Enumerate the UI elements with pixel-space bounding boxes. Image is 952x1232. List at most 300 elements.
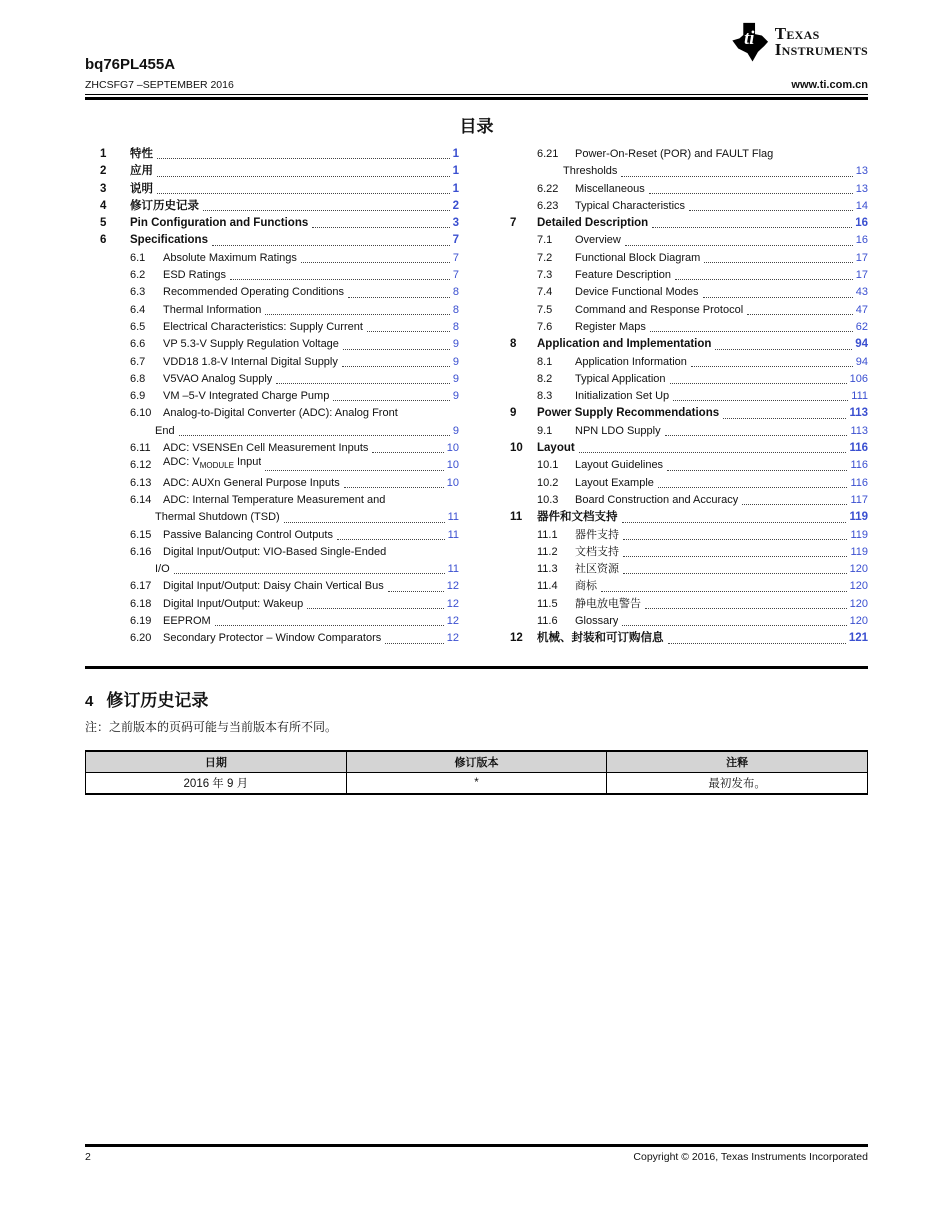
toc-entry[interactable]: [85, 578, 459, 595]
toc-entry[interactable]: [85, 475, 459, 492]
toc-title-subscript: MODULE: [199, 461, 234, 471]
toc-entry-line-continuation: [85, 423, 459, 440]
toc-page-number: 121: [848, 632, 868, 645]
dot-leader: [276, 383, 450, 384]
toc-entry-number: 11.1: [537, 528, 558, 541]
toc-page-number: 11: [447, 528, 459, 541]
toc-entry-title: VM –5-V Integrated Charge Pump: [163, 390, 330, 403]
toc-entry-title: VP 5.3-V Supply Regulation Voltage: [163, 338, 339, 351]
toc-entry-line: [508, 561, 868, 578]
dot-leader: [625, 245, 853, 246]
toc-entry-line: [85, 544, 459, 561]
footer-copyright: Copyright © 2016, Texas Instruments Incorporated: [633, 1151, 868, 1163]
dot-leader: [342, 366, 450, 367]
toc-entry-line: [85, 475, 459, 492]
table-header-cell: 日期: [86, 751, 347, 773]
toc-entry-number: 6.14: [130, 493, 152, 506]
toc-entry-line: [508, 423, 868, 440]
toc-entry-line: [508, 457, 868, 474]
dot-leader: [670, 383, 847, 384]
toc-entry[interactable]: [85, 440, 459, 457]
toc-entry-title: Functional Block Diagram: [575, 251, 701, 264]
toc-entry-title: Detailed Description: [537, 217, 649, 230]
toc-entry-number: 6.1: [130, 251, 146, 264]
dot-leader: [715, 349, 852, 350]
toc-column-left: [85, 146, 459, 648]
dot-leader: [622, 625, 846, 626]
toc-entry[interactable]: [85, 336, 459, 353]
toc-entry-number: 6.2: [130, 269, 146, 282]
toc-entry[interactable]: [508, 630, 868, 647]
toc-entry-line: [508, 336, 868, 353]
toc-entry-line: [508, 181, 868, 198]
toc-entry-number: 6.17: [130, 580, 152, 593]
toc-entry-number: 7.2: [537, 251, 553, 264]
toc-entry-title: Device Functional Modes: [575, 286, 699, 299]
dot-leader: [157, 193, 450, 194]
toc-entry-line: [85, 596, 459, 613]
toc-entry-line: [508, 354, 868, 371]
toc-entry-title: Initialization Set Up: [575, 390, 670, 403]
toc-page-number: 120: [849, 580, 868, 593]
toc-entry-title: Digital Input/Output: Wakeup: [163, 597, 304, 610]
toc-entry-title: 器件支持: [575, 528, 619, 541]
toc-entry[interactable]: [85, 630, 459, 647]
toc-entry-title: Pin Configuration and Functions: [130, 217, 309, 230]
toc-entry-line: [85, 457, 459, 474]
toc-entry-number: 11.5: [537, 597, 558, 610]
dot-leader: [333, 400, 450, 401]
toc-entry[interactable]: [508, 319, 868, 336]
toc-entry-line: [508, 388, 868, 405]
toc-entry[interactable]: [85, 215, 459, 232]
toc-columns: [85, 146, 868, 648]
toc-page-number: 116: [850, 459, 868, 472]
toc-entry-line: [85, 630, 459, 647]
dot-leader: [675, 279, 853, 280]
toc-entry-line: [508, 302, 868, 319]
header-rule-thick: [85, 97, 868, 100]
toc-title: 目录: [459, 117, 494, 136]
toc-entry-line: [85, 492, 459, 509]
ti-logo-line2: Instruments: [774, 40, 868, 59]
toc-entry-number: 6.12: [130, 459, 152, 472]
toc-entry-title: Feature Description: [575, 269, 671, 282]
toc-entry-line: [508, 596, 868, 613]
document-code: ZHCSFG7 –SEPTEMBER 2016: [85, 79, 234, 91]
toc-entry-title-cont: I/O: [155, 563, 170, 576]
toc-entry[interactable]: [508, 215, 868, 232]
toc-entry[interactable]: [508, 146, 868, 181]
toc-entry-number: 7.6: [537, 320, 553, 333]
toc-entry-line-continuation: [85, 509, 459, 526]
toc-entry[interactable]: [508, 544, 868, 561]
dot-leader: [673, 400, 848, 401]
dot-leader: [623, 539, 847, 540]
toc-entry-title: ADC: VSENSEn Cell Measurement Inputs: [163, 442, 369, 455]
toc-page-number: 13: [855, 165, 868, 178]
toc-entry-line: [508, 544, 868, 561]
dot-leader: [337, 539, 445, 540]
toc-entry-title: Analog-to-Digital Converter (ADC): Analog Front: [163, 407, 398, 420]
toc-page-number: 113: [849, 407, 868, 420]
page-header: [85, 0, 868, 102]
toc-entry[interactable]: [85, 596, 459, 613]
part-number: bq76PL455A: [85, 56, 176, 73]
toc-entry-number: 7.4: [537, 286, 553, 299]
toc-entry-line: [85, 215, 459, 232]
revision-history-section: [85, 686, 868, 795]
dot-leader: [579, 452, 847, 453]
dot-leader: [621, 176, 852, 177]
toc-entry[interactable]: [508, 578, 868, 595]
toc-entry-number: 6.21: [537, 148, 559, 160]
dot-leader: [691, 366, 853, 367]
toc-page-number: 2: [452, 199, 459, 212]
toc-entry[interactable]: [508, 405, 868, 422]
dot-leader: [284, 522, 445, 523]
toc-title-post: Input: [233, 456, 262, 469]
texas-map-icon: [729, 22, 771, 64]
toc-entry[interactable]: [85, 371, 459, 388]
toc-entry-number: 10.1: [537, 459, 559, 472]
toc-entry-number: 10.2: [537, 476, 559, 489]
toc-page-number: 111: [851, 390, 868, 403]
dot-leader: [174, 573, 445, 574]
toc-page-number: 11: [447, 511, 459, 524]
toc-page-number: 17: [855, 251, 868, 264]
toc-entry-title: Absolute Maximum Ratings: [163, 251, 297, 264]
toc-entry-number: 11.2: [537, 545, 558, 558]
toc-entry-title: ADC: Internal Temperature Measurement and: [163, 493, 386, 506]
section-number: 4: [85, 693, 94, 710]
toc-entry-line: [508, 284, 868, 301]
toc-entry[interactable]: [85, 457, 459, 474]
toc-entry[interactable]: [508, 181, 868, 198]
toc-entry-number: 7.5: [537, 303, 553, 316]
toc-entry-number: 6.22: [537, 182, 559, 195]
toc-entry-title: VDD18 1.8-V Internal Digital Supply: [163, 355, 338, 368]
toc-entry-title: V5VAO Analog Supply: [163, 372, 273, 385]
toc-entry-number: 10.3: [537, 493, 559, 506]
toc-entry[interactable]: [508, 440, 868, 457]
toc-entry-line: [508, 232, 868, 249]
toc-entry-line: [85, 319, 459, 336]
toc-entry[interactable]: [508, 336, 868, 353]
toc-page-number: 9: [452, 424, 459, 437]
toc-page-number: 116: [849, 442, 868, 455]
toc-page-number: 120: [849, 615, 868, 628]
toc-entry-title: Layout: [537, 442, 575, 455]
toc-entry[interactable]: [508, 527, 868, 544]
dot-leader: [601, 591, 847, 592]
toc-page-number: 9: [452, 390, 459, 403]
dot-leader: [301, 262, 450, 263]
toc-entry-line: [508, 492, 868, 509]
toc-entry-line: [508, 319, 868, 336]
toc-entry[interactable]: [85, 388, 459, 405]
toc-entry[interactable]: [508, 198, 868, 215]
toc-entry-title: 特性: [130, 148, 153, 160]
toc-page-number: 9: [452, 355, 459, 368]
toc-entry[interactable]: [85, 319, 459, 336]
toc-entry-number: 6.10: [130, 407, 152, 420]
toc-entry-line: [508, 198, 868, 215]
toc-entry-title: 修订历史记录: [130, 199, 199, 212]
table-header-row: [86, 751, 868, 773]
toc-entry-title: Digital Input/Output: VIO-Based Single-Ended: [163, 545, 387, 558]
dot-leader: [723, 418, 846, 419]
toc-entry[interactable]: [85, 267, 459, 284]
toc-entry-number: 6: [100, 234, 107, 247]
toc-entry-title-cont: Thermal Shutdown (TSD): [155, 511, 280, 524]
toc-entry-title: Secondary Protector – Window Comparators: [163, 632, 382, 645]
toc-entry-title: Power-On-Reset (POR) and FAULT Flag: [575, 148, 774, 160]
dot-leader: [344, 487, 444, 488]
toc-entry-number: 9: [510, 407, 517, 420]
dot-leader: [312, 227, 449, 228]
toc-page-number: 120: [849, 597, 868, 610]
toc-page-number: 16: [855, 217, 868, 230]
toc-entry[interactable]: [508, 250, 868, 267]
revision-note: 注：之前版本的页码可能与当前版本有所不同。: [85, 720, 338, 734]
dot-leader: [703, 297, 853, 298]
dot-leader: [203, 210, 450, 211]
toc-entry[interactable]: [85, 544, 459, 579]
toc-entry[interactable]: [508, 613, 868, 630]
dot-leader: [704, 262, 852, 263]
toc-entry-line: [508, 267, 868, 284]
toc-page-number: 94: [855, 338, 868, 351]
toc-entry-title: 应用: [130, 165, 153, 178]
toc-entry-line: [85, 284, 459, 301]
svg-text:ti: ti: [743, 27, 755, 48]
dot-leader: [652, 227, 852, 228]
toc-column-right: [508, 146, 868, 648]
toc-entry-line: [508, 371, 868, 388]
toc-entry-title: Layout Guidelines: [575, 459, 664, 472]
toc-entry[interactable]: [508, 596, 868, 613]
toc-page-number: 116: [850, 476, 868, 489]
toc-page-number: 106: [849, 372, 868, 385]
toc-entry[interactable]: [508, 423, 868, 440]
toc-entry[interactable]: [85, 354, 459, 371]
toc-page-number: 8: [452, 286, 459, 299]
dot-leader: [265, 314, 449, 315]
toc-entry-title: Command and Response Protocol: [575, 303, 744, 316]
toc-entry-number: 6.7: [130, 355, 146, 368]
toc-page-number: 12: [446, 597, 459, 610]
toc-entry-line: [85, 336, 459, 353]
toc-entry-title: 文档支持: [575, 545, 619, 558]
toc-page-number: 9: [452, 338, 459, 351]
toc-entry[interactable]: [85, 284, 459, 301]
toc-page-number: 1: [452, 148, 459, 160]
toc-page-number: 119: [849, 511, 868, 524]
toc-entry-number: 8.1: [537, 355, 553, 368]
dot-leader: [343, 349, 450, 350]
toc-entry-line: [508, 613, 868, 630]
section-title: 修订历史记录: [106, 691, 209, 710]
toc-entry-number: 11: [510, 511, 523, 524]
toc-entry-line: [85, 232, 459, 249]
dot-leader: [689, 210, 853, 211]
toc-entry-number: 2: [100, 165, 107, 178]
toc-entry-number: 6.15: [130, 528, 152, 541]
toc-entry[interactable]: [508, 371, 868, 388]
dot-leader: [668, 643, 846, 644]
toc-page-number: 16: [855, 234, 868, 247]
toc-entry-line: [508, 215, 868, 232]
toc-entry-title: Specifications: [130, 234, 208, 247]
toc-entry[interactable]: [85, 146, 459, 163]
toc-entry-title: EEPROM: [163, 615, 211, 628]
toc-entry-number: 6.8: [130, 372, 146, 385]
toc-page-number: 119: [850, 545, 868, 558]
toc-entry-title: [163, 454, 261, 474]
table-cell: *: [346, 773, 607, 795]
revision-history-table: [85, 750, 868, 795]
table-row: [86, 773, 868, 795]
dot-leader: [157, 158, 450, 159]
section-divider-rule: [85, 666, 868, 669]
toc-entry-number: 5: [100, 217, 107, 230]
toc-entry-number: 8: [510, 338, 517, 351]
toc-entry[interactable]: [508, 284, 868, 301]
toc-page-number: 3: [452, 217, 459, 230]
toc-entry[interactable]: [508, 561, 868, 578]
toc-entry[interactable]: [508, 302, 868, 319]
toc-entry[interactable]: [85, 163, 459, 180]
toc-entry-line: [85, 527, 459, 544]
toc-page-number: 119: [850, 528, 868, 541]
toc-entry[interactable]: [85, 613, 459, 630]
dot-leader: [265, 470, 443, 471]
toc-entry-title: NPN LDO Supply: [575, 424, 661, 437]
toc-entry[interactable]: [508, 475, 868, 492]
toc-entry-number: 6.3: [130, 286, 146, 299]
toc-entry-line: [508, 475, 868, 492]
ti-logo-line1: Texas: [774, 24, 820, 43]
toc-page-number: 13: [855, 182, 868, 195]
dot-leader: [622, 522, 847, 523]
toc-entry[interactable]: [508, 492, 868, 509]
page-footer: [85, 1151, 868, 1163]
toc-entry-line: [85, 146, 459, 163]
toc-entry-title: Thermal Information: [163, 303, 262, 316]
toc-entry-title: 器件和文档支持: [537, 511, 618, 524]
dot-leader: [623, 573, 847, 574]
ti-website-link[interactable]: www.ti.com.cn: [791, 79, 868, 91]
toc-entry-title: Register Maps: [575, 320, 646, 333]
toc-entry[interactable]: [508, 232, 868, 249]
toc-entry-number: 3: [100, 182, 107, 195]
toc-entry-title: Typical Characteristics: [575, 199, 686, 212]
toc-entry-number: 11.3: [537, 563, 558, 576]
dot-leader: [307, 608, 444, 609]
footer-page-number: 2: [85, 1151, 91, 1163]
dot-leader: [742, 504, 847, 505]
toc-entry-line: [508, 250, 868, 267]
toc-entry[interactable]: [85, 302, 459, 319]
ti-logo: [729, 22, 868, 64]
toc-entry-number: 8.2: [537, 372, 553, 385]
toc-entry-line: [85, 613, 459, 630]
toc-entry-line: [85, 302, 459, 319]
toc-entry-number: 8.3: [537, 390, 553, 403]
toc-entry[interactable]: [508, 457, 868, 474]
toc-entry-line: [508, 630, 868, 647]
dot-leader: [157, 176, 450, 177]
toc-page-number: 7: [452, 234, 459, 247]
toc-entry-number: 6.5: [130, 320, 146, 333]
toc-entry-title: Typical Application: [575, 372, 666, 385]
toc-entry-number: 7.3: [537, 269, 553, 282]
ti-logo-text: [775, 22, 868, 58]
toc-entry-line: [85, 267, 459, 284]
dot-leader: [650, 331, 853, 332]
toc-entry[interactable]: [85, 405, 459, 440]
dot-leader: [658, 487, 848, 488]
toc-entry-title: Overview: [575, 234, 621, 247]
toc-entry-number: 9.1: [537, 424, 553, 437]
toc-entry-line: [85, 181, 459, 198]
toc-entry-number: 7: [510, 217, 517, 230]
toc-entry-number: 6.16: [130, 545, 152, 558]
toc-page-number: 8: [452, 303, 459, 316]
toc-entry-line: [85, 405, 459, 422]
toc-entry[interactable]: [85, 181, 459, 198]
toc-entry-title: Application Information: [575, 355, 687, 368]
toc-entry-line: [508, 578, 868, 595]
toc-page-number: 9: [452, 372, 459, 385]
dot-leader: [348, 297, 450, 298]
toc-entry[interactable]: [85, 492, 459, 527]
toc-page-number: 10: [446, 442, 459, 455]
toc-entry-title: 静电放电警告: [575, 597, 641, 610]
toc-entry[interactable]: [85, 232, 459, 249]
dot-leader: [665, 435, 848, 436]
toc-entry-number: 11.6: [537, 615, 558, 628]
toc-entry[interactable]: [508, 354, 868, 371]
toc-entry-title: Digital Input/Output: Daisy Chain Vertical Bus: [163, 580, 384, 593]
toc-page-number: 7: [452, 269, 459, 282]
toc-entry-line: [85, 163, 459, 180]
toc-page-number: 12: [446, 580, 459, 593]
dot-leader: [747, 314, 853, 315]
toc-entry[interactable]: [85, 198, 459, 215]
toc-entry-line: [85, 198, 459, 215]
toc-entry[interactable]: [508, 388, 868, 405]
toc-entry-number: 12: [510, 632, 523, 645]
toc-entry[interactable]: [85, 527, 459, 544]
toc-entry[interactable]: [508, 267, 868, 284]
toc-entry-number: 6.23: [537, 199, 559, 212]
toc-page-number: 94: [855, 355, 868, 368]
toc-entry[interactable]: [85, 250, 459, 267]
toc-entry-number: 6.18: [130, 597, 152, 610]
toc-entry-number: 11.4: [537, 580, 558, 593]
toc-entry-line: [85, 440, 459, 457]
toc-entry-line: [85, 250, 459, 267]
toc-entry-line: [508, 509, 868, 526]
toc-page-number: 1: [452, 165, 459, 178]
toc-entry-line-continuation: [508, 163, 868, 180]
toc-entry-title: Passive Balancing Control Outputs: [163, 528, 333, 541]
toc-entry[interactable]: [508, 509, 868, 526]
toc-entry-title: 机械、封装和可订购信息: [537, 632, 664, 645]
toc-entry-title: 社区资源: [575, 563, 619, 576]
